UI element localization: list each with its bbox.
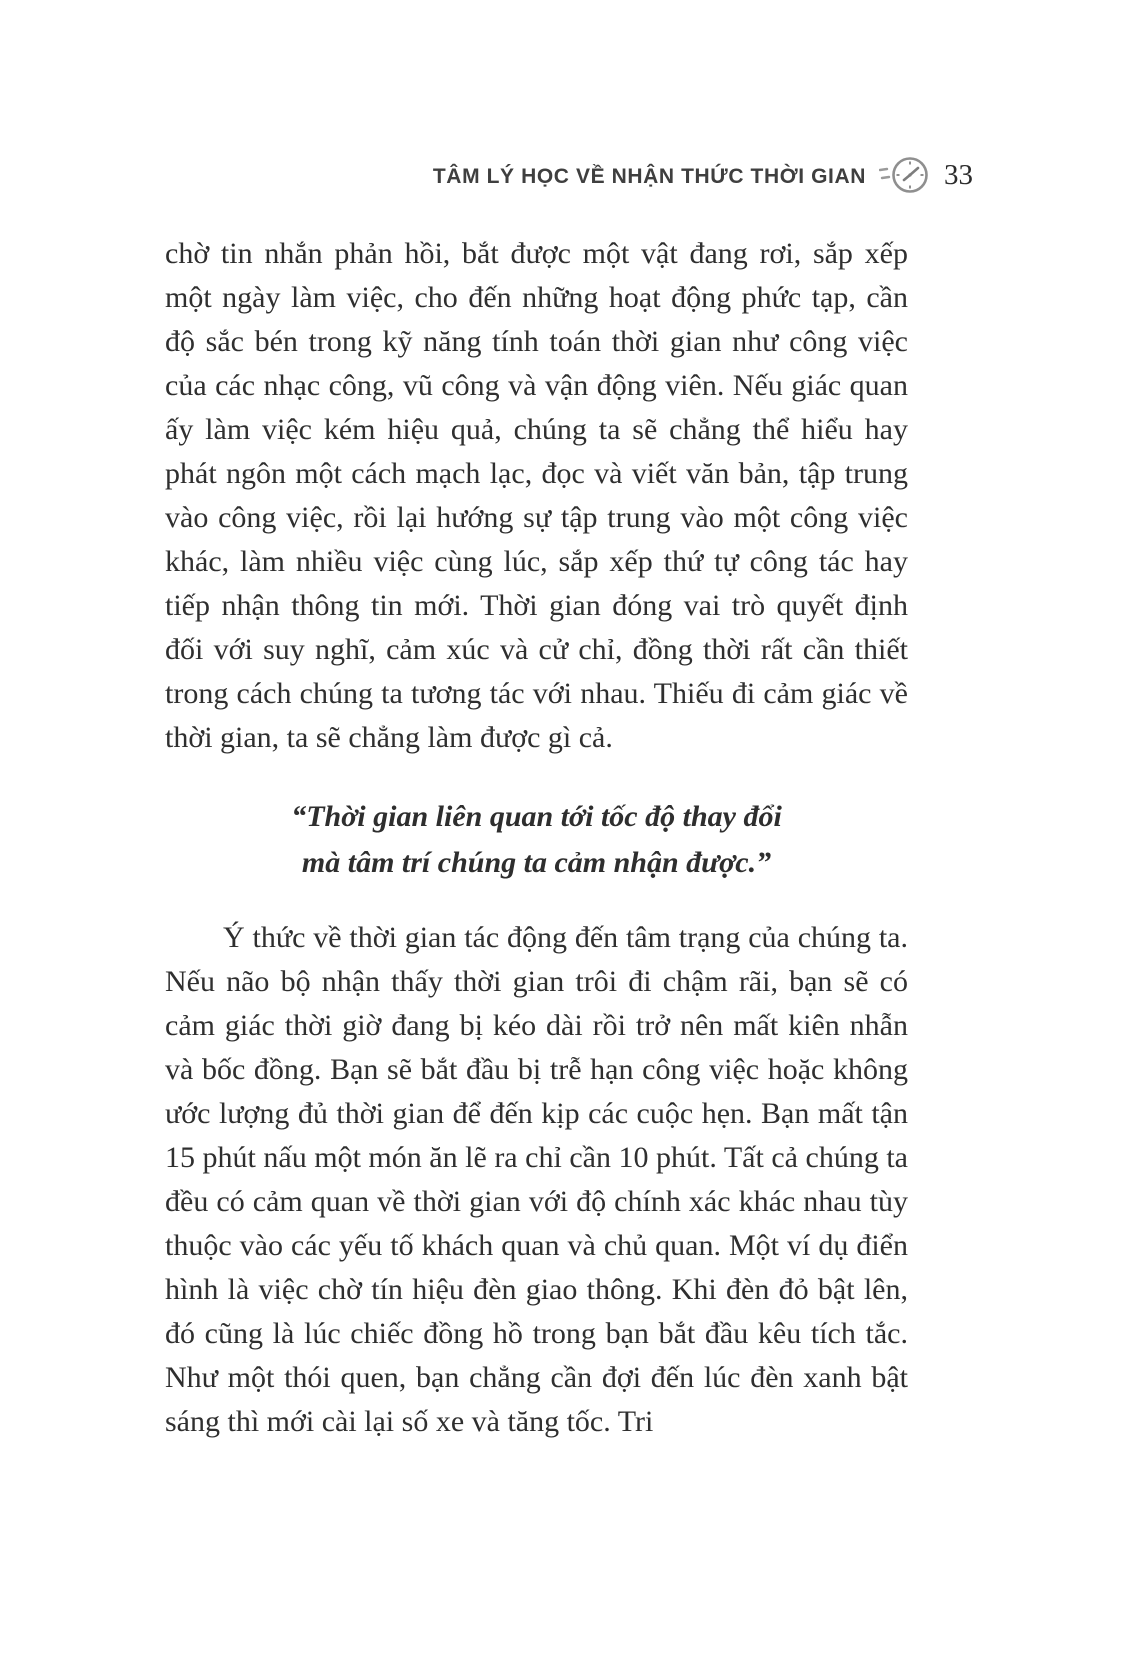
pull-quote: [165, 794, 908, 886]
page-body: [165, 232, 908, 1444]
pull-quote-line-2: mà tâm trí chúng ta cảm nhận được.”: [301, 846, 772, 879]
paragraph: Ý thức về thời gian tác động đến tâm trạng của chúng ta. Nếu não bộ nhận thấy thời gian trôi đi chậm rãi, bạn sẽ có cảm giác thời giờ đang bị kéo dài rồi trở nên mất kiên nhẫn và bốc đồng. Bạn sẽ bắt đầu bị trễ hạn công việc hoặc không ước lượng đủ thời gian để đến kịp các cuộc hẹn. Bạn mất tận 15 phút nấu một món ăn lẽ ra chỉ cần 10 phút. Tất cả chúng ta đều có cảm quan về thời gian với độ chính xác khác nhau tùy thuộc vào các yếu tố khách quan và chủ quan. Một ví dụ điển hình là việc chờ tín hiệu đèn giao thông. Khi đèn đỏ bật lên, đó cũng là lúc chiếc đồng hồ trong bạn bắt đầu kêu tích tắc. Như một thói quen, bạn chẳng cần đợi đến lúc đèn xanh bật sáng thì mới cài lại số xe và tăng tốc. Tri: [165, 921, 908, 1438]
running-header: [433, 154, 973, 196]
paragraph: chờ tin nhắn phản hồi, bắt được một vật đang rơi, sắp xếp một ngày làm việc, cho đến những hoạt động phức tạp, cần độ sắc bén trong kỹ năng tính toán thời gian như công việc của các nhạc công, vũ công và vận động viên. Nếu giác quan ấy làm việc kém hiệu quả, chúng ta sẽ chẳng thể hiểu hay phát ngôn một cách mạch lạc, đọc và viết văn bản, tập trung vào công việc, rồi lại hướng sự tập trung vào một công việc khác, làm nhiều việc cùng lúc, sắp xếp thứ tự công tác hay tiếp nhận thông tin mới. Thời gian đóng vai trò quyết định đối với suy nghĩ, cảm xúc và cử chỉ, đồng thời rất cần thiết trong cách chúng ta tương tác với nhau. Thiếu đi cảm giác về thời gian, ta sẽ chẳng làm được gì cả.: [165, 237, 908, 754]
pull-quote-line-1: “Thời gian liên quan tới tốc độ thay đổi: [291, 800, 782, 833]
chapter-title: TÂM LÝ HỌC VỀ NHẬN THỨC THỜI GIAN: [432, 164, 866, 188]
page-number: 33: [944, 158, 973, 191]
clock-icon: [879, 154, 931, 196]
